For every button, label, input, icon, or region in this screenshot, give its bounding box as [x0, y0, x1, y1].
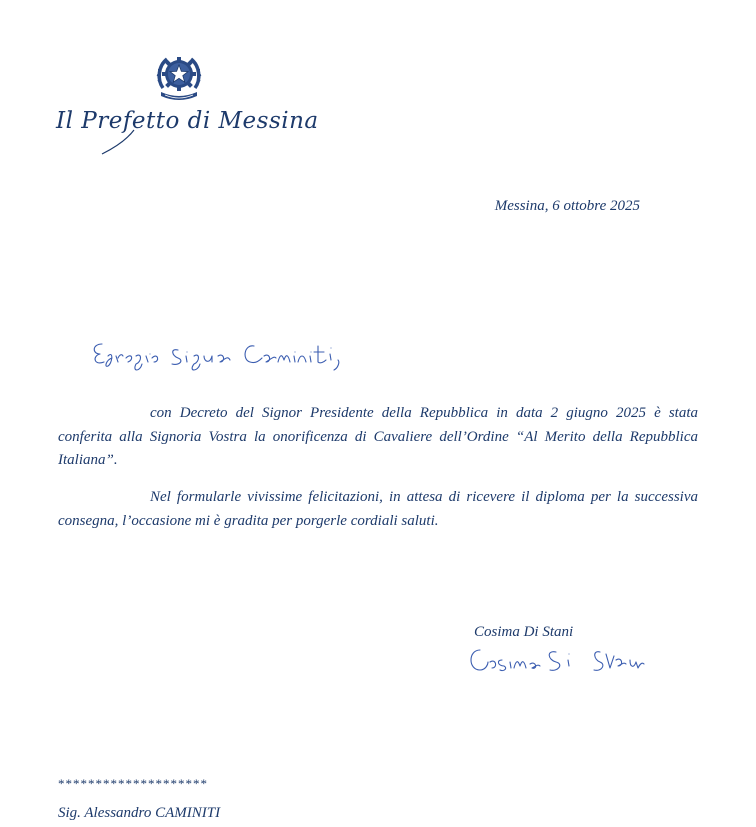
- body-paragraph-2: Nel formularle vivissime felicitazioni, in attesa di ricevere il diploma per la successiva consegna, l’occasione mi è gradita per porgerle cordiali saluti.: [58, 489, 698, 529]
- italian-republic-emblem-icon: [155, 52, 203, 102]
- handwritten-signature: [466, 642, 656, 676]
- title-flourish: [98, 128, 138, 156]
- signer-name: Cosima Di Stani: [474, 624, 574, 640]
- place-date: Messina, 6 ottobre 2025: [494, 198, 640, 214]
- body-paragraph-1: con Decreto del Signor Presidente della Repubblica in data 2 giugno 2025 è stata conferita alla Signoria Vostra la onorificenza di Cavaliere dell’Ordine “Al Merito della Repubblica Italiana”.: [58, 405, 698, 468]
- office-title: Il Prefetto di Messina: [56, 108, 319, 134]
- recipient-name: Sig. Alessandro CAMINITI: [58, 805, 221, 821]
- handwritten-salutation: [88, 334, 358, 374]
- separator-line: ********************: [58, 776, 208, 791]
